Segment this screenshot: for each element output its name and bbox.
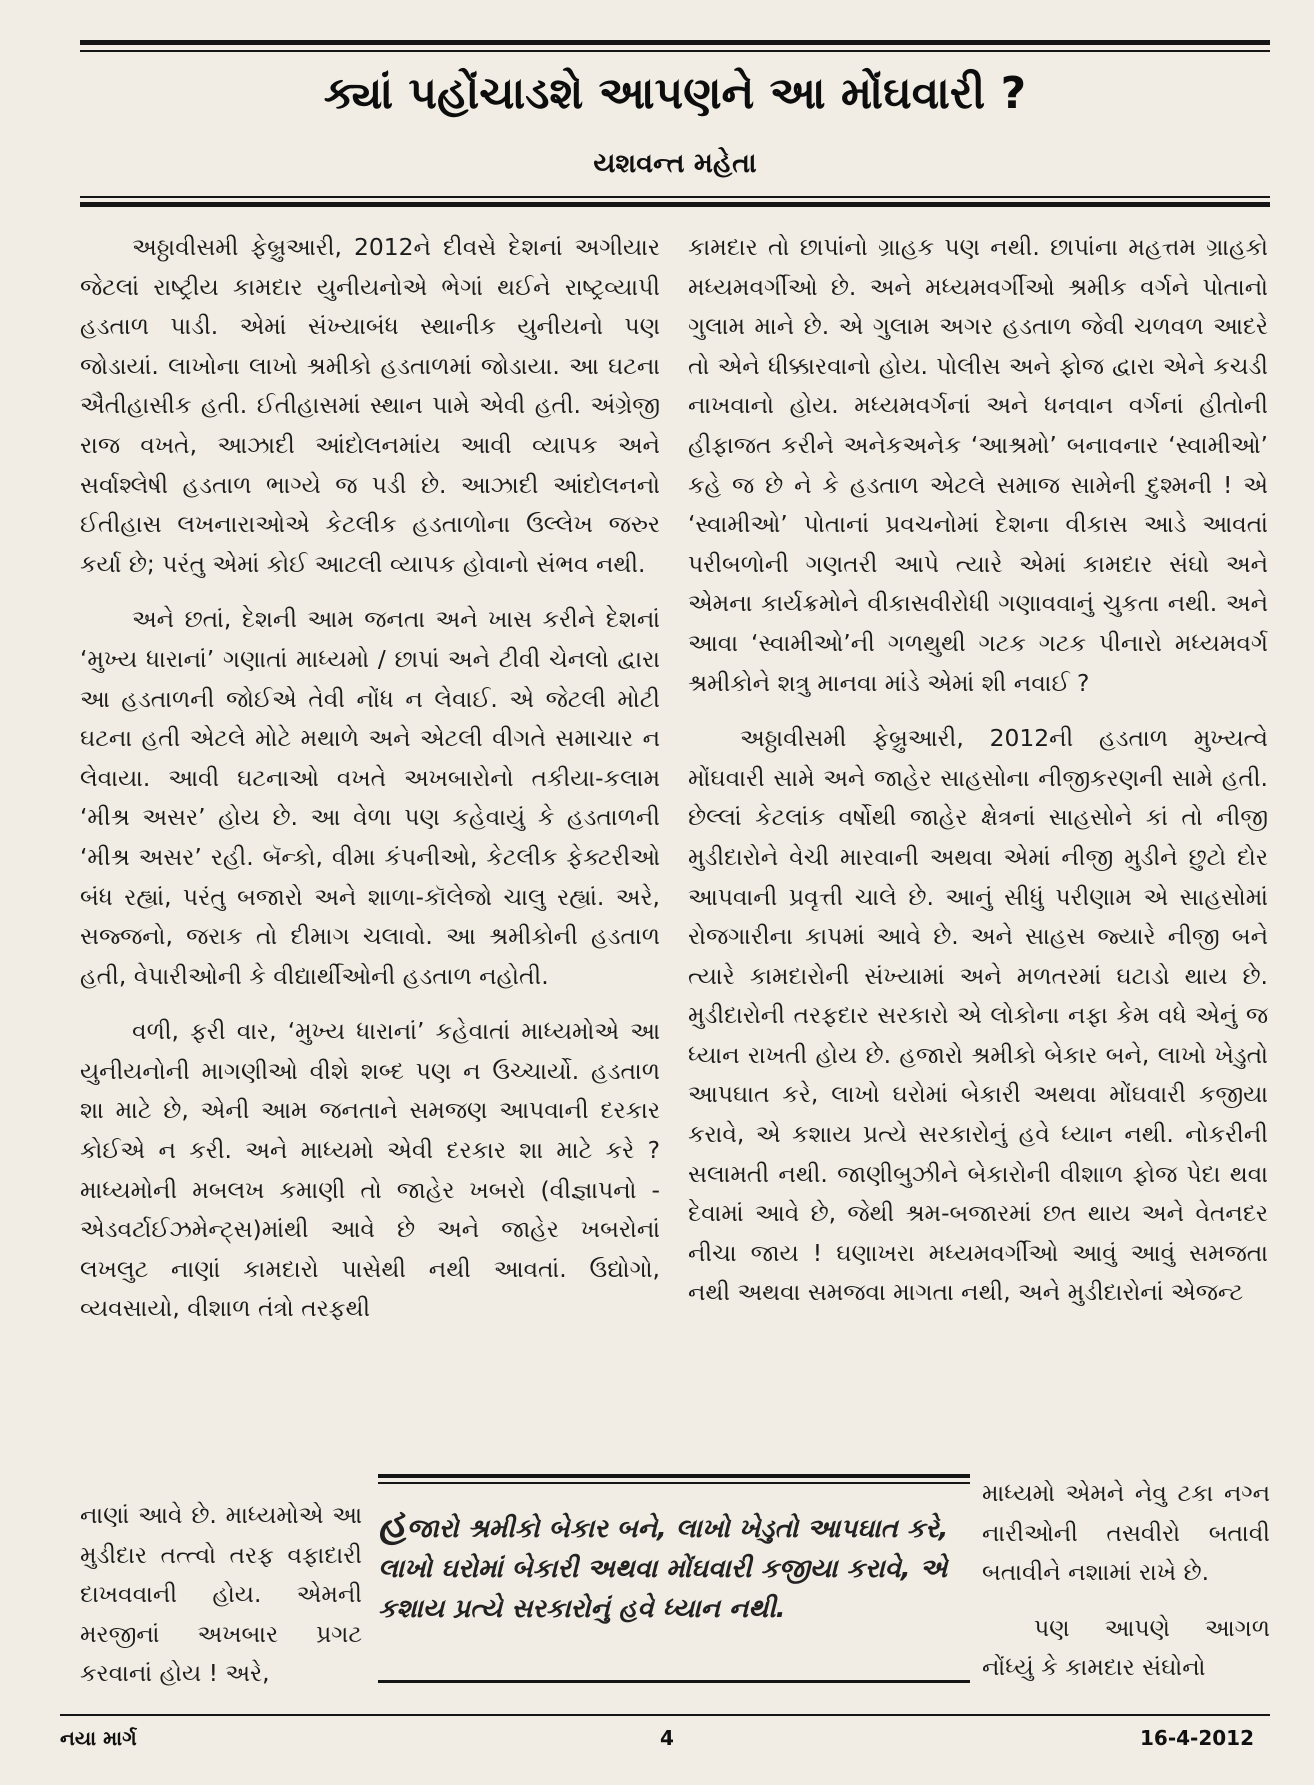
top-rule-thin [80, 50, 1270, 52]
bottom-right-paragraph-2: પણ આપણે આગળ નોંધ્યું કે કામદાર સંઘોનો [982, 1613, 1270, 1682]
article-title: ક્યાં પહોંચાડશે આપણને આ મોંઘવારી ? [323, 68, 1027, 119]
pull-quote-rule-top-thin [378, 1482, 970, 1484]
pull-quote-dropcap: હ [378, 1501, 407, 1547]
left-paragraph-1: અઠ્ઠાવીસમી ફેબ્રુઆરી, 2012ને દીવસે દેશનાં અગીયાર જેટલાં રાષ્ટ્રીય કામદાર યુનીયનોએ ભેગાં થઈને રાષ્ટ્રવ્યાપી હડતાળ પાડી. એમાં સંખ્યાબંધ સ્થાનીક યુનીયનો પણ જોડાયાં. લાખોના લાખો શ્રમીકો હડતાળમાં જોડાયા. આ ઘટના ઐતીહાસીક હતી. ઈતીહાસમાં સ્થાન પામે એવી હતી. અંગ્રેજી રાજ વખતે, આઝાદી આંદોલનમાંય આવી વ્યાપક અને સર્વાશ્લેષી હડતાળ ભાગ્યે જ પડી છે. આઝાદી આંદોલનનો ઈતીહાસ લખનારાઓએ કેટલીક હડતાળોના ઉલ્લેખ જરુર કર્યા છે; પરંતુ એમાં કોઈ આટલી વ્યાપક હોવાનો સંભવ નથી. [80, 233, 660, 578]
pull-quote [378, 1501, 970, 1629]
bottom-left-column [80, 1496, 362, 1694]
bottom-right-column [982, 1474, 1270, 1688]
footer-date: 16-4-2012 [1140, 1726, 1255, 1750]
right-column [688, 228, 1268, 1313]
left-column [80, 228, 660, 1329]
footer-rule [60, 1714, 1270, 1716]
bottom-left-paragraph: નાણાં આવે છે. માધ્યમોએ આ મુડીદાર તત્ત્વો તરફ વફાદારી દાખવવાની હોય. એમની મરજીનાં અખબાર પ્રગટ કરવાનાં હોય ! અરે, [80, 1501, 362, 1688]
footer-page-number: 4 [660, 1726, 674, 1750]
bottom-right-paragraph-1: માધ્યમો એમને નેવુ ટકા નગ્ન નારીઓની તસવીરો બતાવી બતાવીને નશામાં રાખે છે. [982, 1479, 1270, 1587]
pull-quote-text: જારો શ્રમીકો બેકાર બને, લાખો ખેડુતો આપઘાત કરે, લાખો ઘરોમાં બેકારી અથવા મોંઘવારી કજીયા કરાવે, એ કશાય પ્રત્યે સરકારોનું હવે ધ્યાન નથી. [378, 1514, 949, 1624]
top-rule-thick [80, 40, 1270, 45]
pull-quote-rule-top-thick [378, 1474, 970, 1478]
right-paragraph-1: કામદાર તો છાપાંનો ગ્રાહક પણ નથી. છાપાંના મહત્તમ ગ્રાહકો મધ્યમવર્ગીઓ છે. અને મધ્યમવર્ગીઓ શ્રમીક વર્ગને પોતાનો ગુલામ માને છે. એ ગુલામ અગર હડતાળ જેવી ચળવળ આદરે તો એને ધીક્કારવાનો હોય. પોલીસ અને ફોજ દ્વારા એને કચડી નાખવાનો હોય. મધ્યમવર્ગનાં અને ધનવાન વર્ગનાં હીતોની હીફાજત કરીને અનેકઅનેક ‘આશ્રમો’ બનાવનાર ‘સ્વામીઓ’ કહે જ છે ને કે હડતાળ એટલે સમાજ સામેની દુશ્મની ! એ ‘સ્વામીઓ’ પોતાનાં પ્રવચનોમાં દેશના વીકાસ આડે આવતાં પરીબળોની ગણતરી આપે ત્યારે એમાં કામદાર સંઘો અને એમના કાર્યક્રમોને વીકાસવીરોધી ગણાવવાનું ચુકતા નથી. અને આવા ‘સ્વામીઓ’ની ગળથુથી ગટક ગટક પીનારો મધ્યમવર્ગ શ્રમીકોને શત્રુ માનવા માંડે એમાં શી નવાઈ ? [688, 233, 1268, 697]
author-rule-thin [80, 196, 1270, 198]
article-author: યશવન્ત મહેતા [593, 148, 757, 179]
pull-quote-rule-bottom [378, 1680, 970, 1683]
left-paragraph-3: વળી, ફરી વાર, ‘મુખ્ય ધારાનાં’ કહેવાતાં માધ્યમોએ આ યુનીયનોની માગણીઓ વીશે શબ્દ પણ ન ઉચ્ચાર્યો. હડતાળ શા માટે છે, એની આમ જનતાને સમજણ આપવાની દરકાર કોઈએ ન કરી. અને માધ્યમો એવી દરકાર શા માટે કરે ? માધ્યમોની મબલખ કમાણી તો જાહેર ખબરો (વીજ્ઞાપનો - એડવર્ટાઈઝમેન્ટ્સ)માંથી આવે છે અને જાહેર ખબરોનાં લખલુટ નાણાં કામદારો પાસેથી નથી આવતાં. ઉદ્યોગો, વ્યવસાયો, વીશાળ તંત્રો તરફથી [80, 1017, 660, 1323]
author-rule-thick [80, 202, 1270, 207]
right-paragraph-2: અઠ્ઠાવીસમી ફેબ્રુઆરી, 2012ની હડતાળ મુખ્યત્વે મોંઘવારી સામે અને જાહેર સાહસોના નીજીકરણની સામે હતી. છેલ્લાં કેટલાંક વર્ષોથી જાહેર ક્ષેત્રનાં સાહસોને કાં તો નીજી મુડીદારોને વેચી મારવાની અથવા એમાં નીજી મુડીને છુટો દોર આપવાની પ્રવૃત્તી ચાલે છે. આનું સીધું પરીણામ એ સાહસોમાં રોજગારીના કાપમાં આવે છે. અને સાહસ જ્યારે નીજી બને ત્યારે કામદારોની સંખ્યામાં અને મળતરમાં ઘટાડો થાય છે. મુડીદારોની તરફદાર સરકારો એ લોકોના નફા કેમ વધે એનું જ ધ્યાન રાખતી હોય છે. હજારો શ્રમીકો બેકાર બને, લાખો ખેડુતો આપઘાત કરે, લાખો ઘરોમાં બેકારી અથવા મોંઘવારી કજીયા કરાવે, એ કશાય પ્રત્યે સરકારોનું હવે ધ્યાન નથી. નોકરીની સલામતી નથી. જાણીબુઝીને બેકારોની વીશાળ ફોજ પેદા થવા દેવામાં આવે છે, જેથી શ્રમ-બજારમાં છત થાય અને વેતનદર નીચા જાય ! ઘણાખરા મધ્યમવર્ગીઓ આવું આવું સમજતા નથી અથવા સમજવા માગતા નથી, અને મુડીદારોનાં એજન્ટ [688, 724, 1268, 1307]
left-paragraph-2: અને છતાં, દેશની આમ જનતા અને ખાસ કરીને દેશનાં ‘મુખ્ય ધારાનાં’ ગણાતાં માધ્યમો / છાપાં અને ટીવી ચેનલો દ્વારા આ હડતાળની જોઈએ તેવી નોંધ ન લેવાઈ. એ જેટલી મોટી ઘટના હતી એટલે મોટે મથાળે અને એટલી વીગતે સમાચાર ન લેવાયા. આવી ઘટનાઓ વખતે અખબારોનો તકીયા-કલામ ‘મીશ્ર અસર’ હોય છે. આ વેળા પણ કહેવાયું કે હડતાળની ‘મીશ્ર અસર’ રહી. બૅન્કો, વીમા કંપનીઓ, કેટલીક ફેક્ટરીઓ બંધ રહ્યાં, પરંતુ બજારો અને શાળા-કૉલેજો ચાલુ રહ્યાં. અરે, સજ્જનો, જરાક તો દીમાગ ચલાવો. આ શ્રમીકોની હડતાળ હતી, વેપારીઓની કે વીદ્યાર્થીઓની હડતાળ નહોતી. [80, 605, 660, 990]
footer-publication: નયા માર્ગ [60, 1726, 137, 1750]
